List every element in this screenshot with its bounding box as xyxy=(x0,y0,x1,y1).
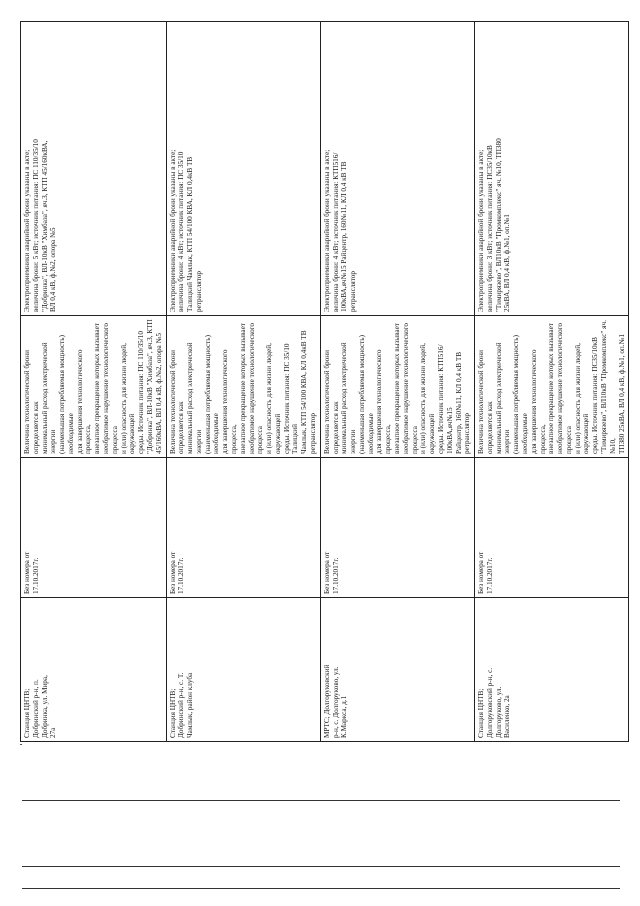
table-row xyxy=(475,22,629,742)
tech-reserve-cell: Величина технологической брони определяется как минимальный расход электрической энергии (наименьшая потребляемая мощность) необходимые для завершения технологического процесса, внезапное прекращение которых вызывает необратимое нарушение технологического процесса и (или) опасность для жизни людей, окружающей среды. Источник питания: ПС 35/10 Талицкий Чамлык, КТП 54/100 КВА, КЛ 0,4кВ ТВ ретранслятор xyxy=(166,316,320,458)
table-row xyxy=(166,22,320,742)
table-row xyxy=(21,22,167,742)
table-row xyxy=(320,22,474,742)
document-cell: Без номера от 17.10.2017г. xyxy=(475,458,629,598)
station-cell: Станция ЦНТВ; Долгоруковский р-н, с. Долгоруково, ул. Василенко, 2а xyxy=(475,598,629,742)
reservation-table xyxy=(20,21,629,742)
tech-reserve-cell: Величина технологической брони определяется как минимальный расход электрической энергии (наименьшая потребляемая мощность) необходимые для завершения технологического процесса, внезапное прекращение которых вызывает необратимое нарушение технологического процесса и (или) опасность для жизни людей, окружающей среды. Источник питания: ПС 110/35/10 "Добринка", ВЛ-10кВ "Химбаза", яч.3, КТП 45/160кВА, ВЛ 0,4 кВ, ф.№2, опора №5 xyxy=(21,316,167,458)
emergency-reserve-cell: Электроприемники аварийной брони указаны в акте; величина брони: 4 кВт; источник питания: ПС 35/10 Талицкий Чамлык, КТП 54/100 КВА, КЛ 0,4кВ ТВ ретранслятор xyxy=(166,22,320,316)
emergency-reserve-cell: Электроприемники аварийной брони указаны в акте; величина брони: 4 кВт; источник питания: КТП516/ 100кВА,яч№15 Райцентр, 160№11, КЛ 0,4 кВ ТВ ретранслятор xyxy=(320,22,474,316)
divider-rule xyxy=(22,866,620,867)
divider-rule xyxy=(22,800,620,801)
station-cell: Станция ЦНТВ; Добринский р-н, с. Т. Чамлык, район клуба xyxy=(166,598,320,742)
scan-mark xyxy=(20,744,22,745)
emergency-reserve-cell: Электроприемники аварийной брони указаны в акте; величина брони: 5 кВт; источник питания: ПС 110/35/10 "Добринка", ВЛ-10кВ "Химбаза", яч.3, КТП 45/160кВА, ВЛ 0,4 кВ, ф.№2, опора №5 xyxy=(21,22,167,316)
divider-rule xyxy=(22,888,620,889)
emergency-reserve-cell: Электроприемники аварийной брони указаны в акте; величина брони: 3 кВт; источник питания: ПС35/10кВ "Тимирязево", ВЛ10кВ "Промкомплекс" яч. №10, ТП380 25кВА, ВЛ 0,4 кВ, ф.№1, оп.№1 xyxy=(475,22,629,316)
document-cell: Без номера от 17.10.2017г. xyxy=(166,458,320,598)
document-cell: Без номера от 17.10.2017г. xyxy=(320,458,474,598)
station-cell: Станция ЦНТВ; Добринский р-н, п. Добринка, ул. Мира, 27а xyxy=(21,598,167,742)
tech-reserve-cell: Величина технологической брони определяется как минимальный расход электрической энергии (наименьшая потребляемая мощность) необходимые для завершения технологического процесса, внезапное прекращение которых вызывает необратимое нарушение технологического процесса и (или) опасность для жизни людей, окружающей среды. Источник питания: КТП516/ 100кВА,яч№15 Райцентр, 160№11, КЛ 0,4 кВ ТВ ретранслятор xyxy=(320,316,474,458)
tech-reserve-cell: Величина технологической брони определяется как минимальный расход электрической энергии (наименьшая потребляемая мощность) необходимые для завершения технологического процесса, внезапное прекращение которых вызывает необратимое нарушение технологического процесса и (или) опасность для жизни людей, окружающей среды. Источник питания: ПС35/10кВ "Тимирязево", ВЛ10кВ "Промкомплекс" яч. №10, ТП380 25кВА, ВЛ 0,4 кВ, ф.№1, оп.№1 xyxy=(475,316,629,458)
document-cell: Без номера от 17.10.2017г. xyxy=(21,458,167,598)
station-cell: МРТС; Долгоруковский р-н, с. Долгоруково, ул. К.Маркса, д.1 xyxy=(320,598,474,742)
rotated-table-page xyxy=(20,22,626,742)
